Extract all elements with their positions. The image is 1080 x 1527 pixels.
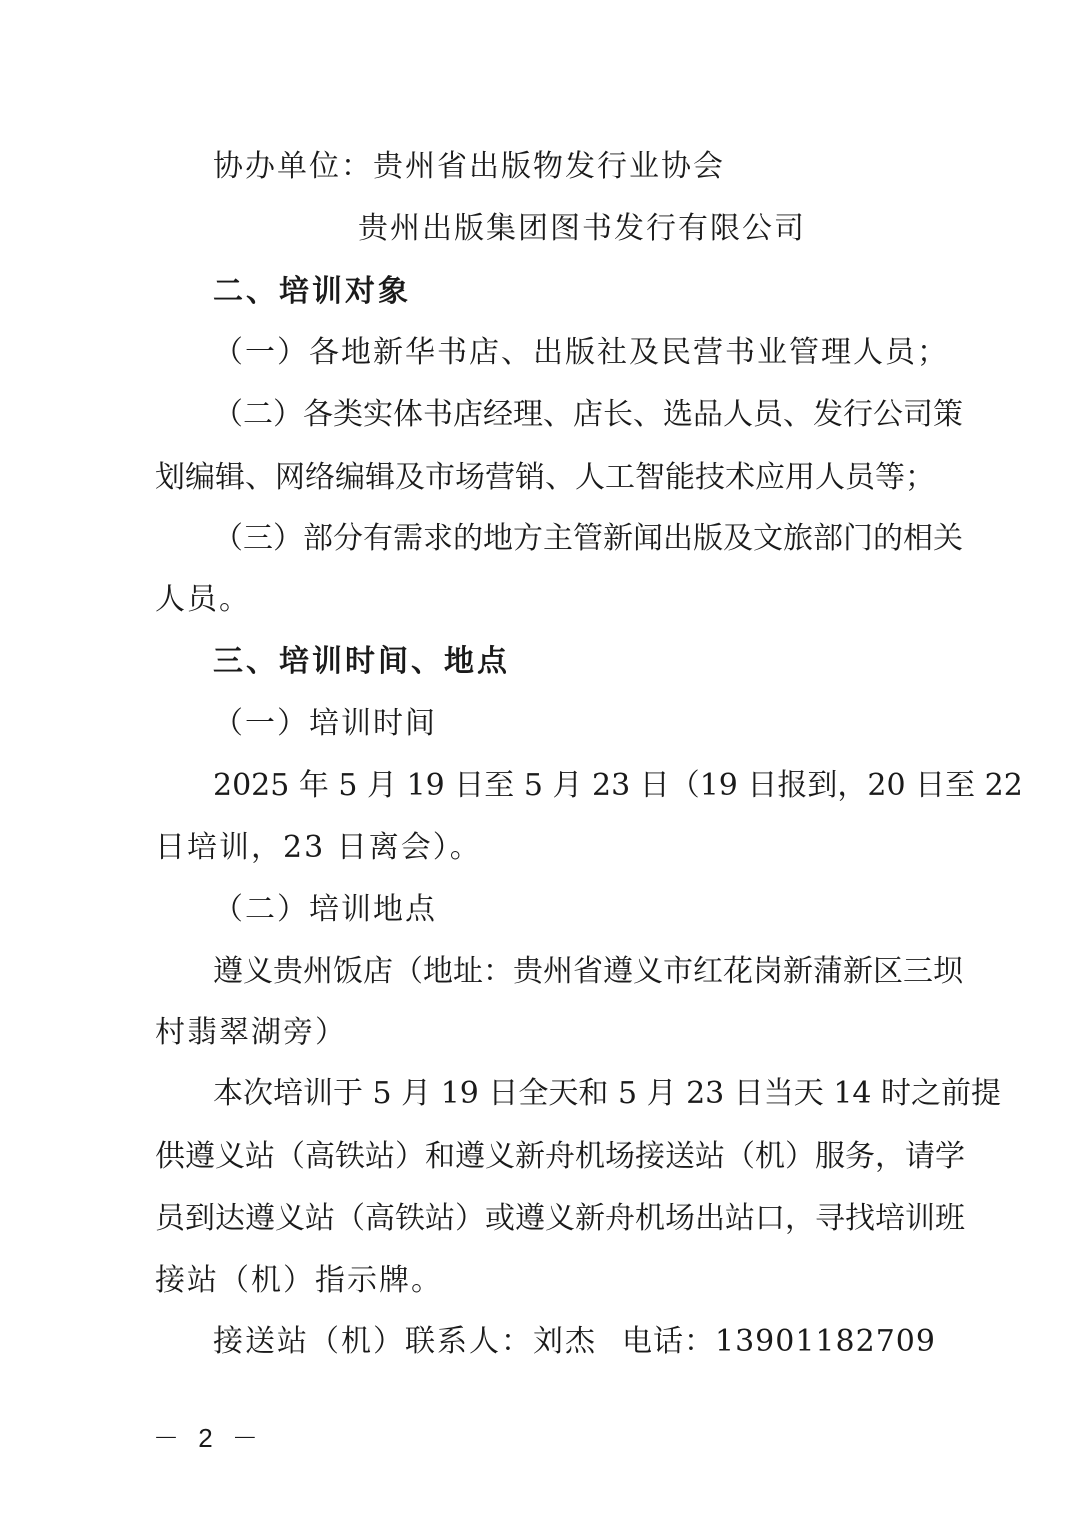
training-time-line-2: 日培训，23 日离会）。 (155, 830, 482, 865)
co-organizer-line: 协办单位：贵州省出版物发行业协会 (213, 149, 725, 184)
contact-phone: 电话：13901182709 (622, 1324, 936, 1359)
section-2-item-3-line-2: 人员。 (155, 582, 251, 617)
section-3-heading: 三、培训时间、地点 (213, 644, 510, 679)
co-organizer-2-line: 贵州出版集团图书发行有限公司 (358, 211, 806, 246)
section-3-sub-1: （一）培训时间 (213, 706, 437, 741)
page-number: － 2 － (153, 1423, 264, 1453)
shuttle-line-4: 接站（机）指示牌。 (155, 1263, 443, 1298)
section-2-heading: 二、培训对象 (213, 274, 411, 309)
shuttle-line-1: 本次培训于 5 月 19 日全天和 5 月 23 日当天 14 时之前提 (213, 1076, 1002, 1111)
training-time-line-1: 2025 年 5 月 19 日至 5 月 23 日（19 日报到，20 日至 22 (213, 768, 1023, 803)
section-2-item-2-line-1: （二）各类实体书店经理、店长、选品人员、发行公司策 (213, 397, 963, 432)
training-place-line-1: 遵义贵州饭店（地址：贵州省遵义市红花岗新蒲新区三坝 (213, 954, 963, 989)
section-2-item-1: （一）各地新华书店、出版社及民营书业管理人员； (213, 335, 949, 370)
section-2-item-3-line-1: （三）部分有需求的地方主管新闻出版及文旅部门的相关 (213, 521, 963, 556)
section-3-sub-2: （二）培训地点 (213, 892, 437, 927)
section-2-item-2-line-2: 划编辑、网络编辑及市场营销、人工智能技术应用人员等； (155, 460, 935, 495)
contact-person: 接送站（机）联系人：刘杰 (213, 1324, 597, 1359)
shuttle-line-2: 供遵义站（高铁站）和遵义新舟机场接送站（机）服务，请学 (155, 1139, 965, 1174)
shuttle-line-3: 员到达遵义站（高铁站）或遵义新舟机场出站口，寻找培训班 (155, 1201, 965, 1236)
training-place-line-2: 村翡翠湖旁） (155, 1015, 347, 1050)
